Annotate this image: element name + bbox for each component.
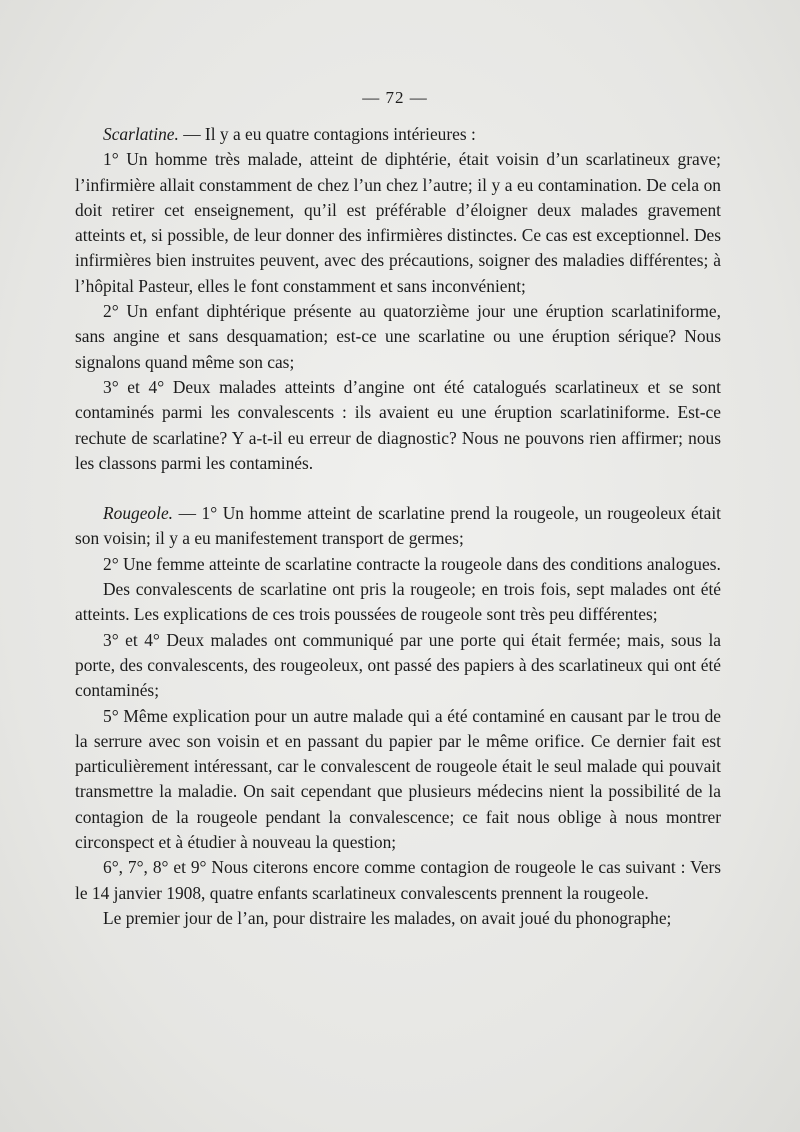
rougeole-paragraph-2: Des convalescents de scarlatine ont pris la rougeole; en trois fois, sept malades ont été atteints. Les explications de ces trois poussées de rougeole sont très peu différentes; <box>75 579 721 625</box>
page-body <box>75 122 721 931</box>
rougeole-intro-paragraph <box>75 501 721 552</box>
rougeole-paragraph-4: 5° Même explication pour un autre malade qui a été contaminé en causant par le trou de la serrure avec son voisin et en passant du papier par le même orifice. Ce dernier fait est particulièrement intéressant, car le convalescent de rougeole était le seul malade qui pouvait transmettre la maladie. On sait cependant que plusieurs médecins nient la possibilité de la contagion de la rougeole pendant la convalescence; ce fait nous oblige à nous montrer circonspect et à étudier à nouveau la question; <box>75 705 721 853</box>
scarlatine-paragraph-2: 2° Un enfant diphtérique présente au quatorzième jour une éruption scarlatiniforme, sans angine et sans desquamation; est-ce une scarlatine ou une éruption sérique? Nous signalons quand même son cas; <box>75 301 721 372</box>
scarlatine-intro: — Il y a eu quatre contagions intérieures : <box>178 124 476 144</box>
rougeole-paragraph-5: 6°, 7°, 8° et 9° Nous citerons encore comme contagion de rougeole le cas suivant : Vers le 14 janvier 1908, quatre enfants scarlatineux convalescents prennent la rougeole. <box>75 857 721 903</box>
scarlatine-paragraph-1: 1° Un homme très malade, atteint de diphtérie, était voisin d’un scarlatineux grave; l’infirmière allait constamment de chez l’un chez l’autre; il y a eu contamination. De cela on doit retirer cet enseignement, qu’il est préférable d’éloigner deux malades gravement atteints et, si possible, de leur donner des infirmières distinctes. Ce cas est exceptionnel. Des infirmières bien instruites peuvent, avec des précautions, soigner des maladies différentes; à l’hôpital Pasteur, elles le font constamment et sans inconvénient; <box>75 149 721 296</box>
scarlatine-intro-paragraph <box>75 122 721 147</box>
scarlatine-heading: Scarlatine. <box>103 124 179 144</box>
section-spacer <box>75 476 721 501</box>
rougeole-paragraph-3: 3° et 4° Deux malades ont communiqué par une porte qui était fermée; mais, sous la porte, des convalescents, des rougeoleux, ont passé des papiers à des scarlatineux qui ont été contaminés; <box>75 629 721 701</box>
rougeole-paragraph-6: Le premier jour de l’an, pour distraire les malades, on avait joué du phonographe; <box>103 907 672 928</box>
rougeole-paragraph-1: 2° Une femme atteinte de scarlatine contracte la rougeole dans des conditions analogues. <box>103 553 721 574</box>
scarlatine-paragraph-3: 3° et 4° Deux malades atteints d’angine ont été catalogués scarlatineux et se sont contaminés parmi les convalescents : ils avaient eu une éruption scarlatiniforme. Est-ce rechute de scarlatine? Y a-t-il eu erreur de diagnostic? Nous ne pouvons rien affirmer; nous les classons parmi les contaminés. <box>75 376 721 473</box>
rougeole-heading: Rougeole. <box>103 503 174 524</box>
rougeole-intro: — 1° Un homme atteint de scarlatine prend la rougeole, un rougeoleux était son voisin; il y a eu manifestement transport de germes; <box>75 503 721 549</box>
page-number: — 72 — <box>362 88 428 107</box>
